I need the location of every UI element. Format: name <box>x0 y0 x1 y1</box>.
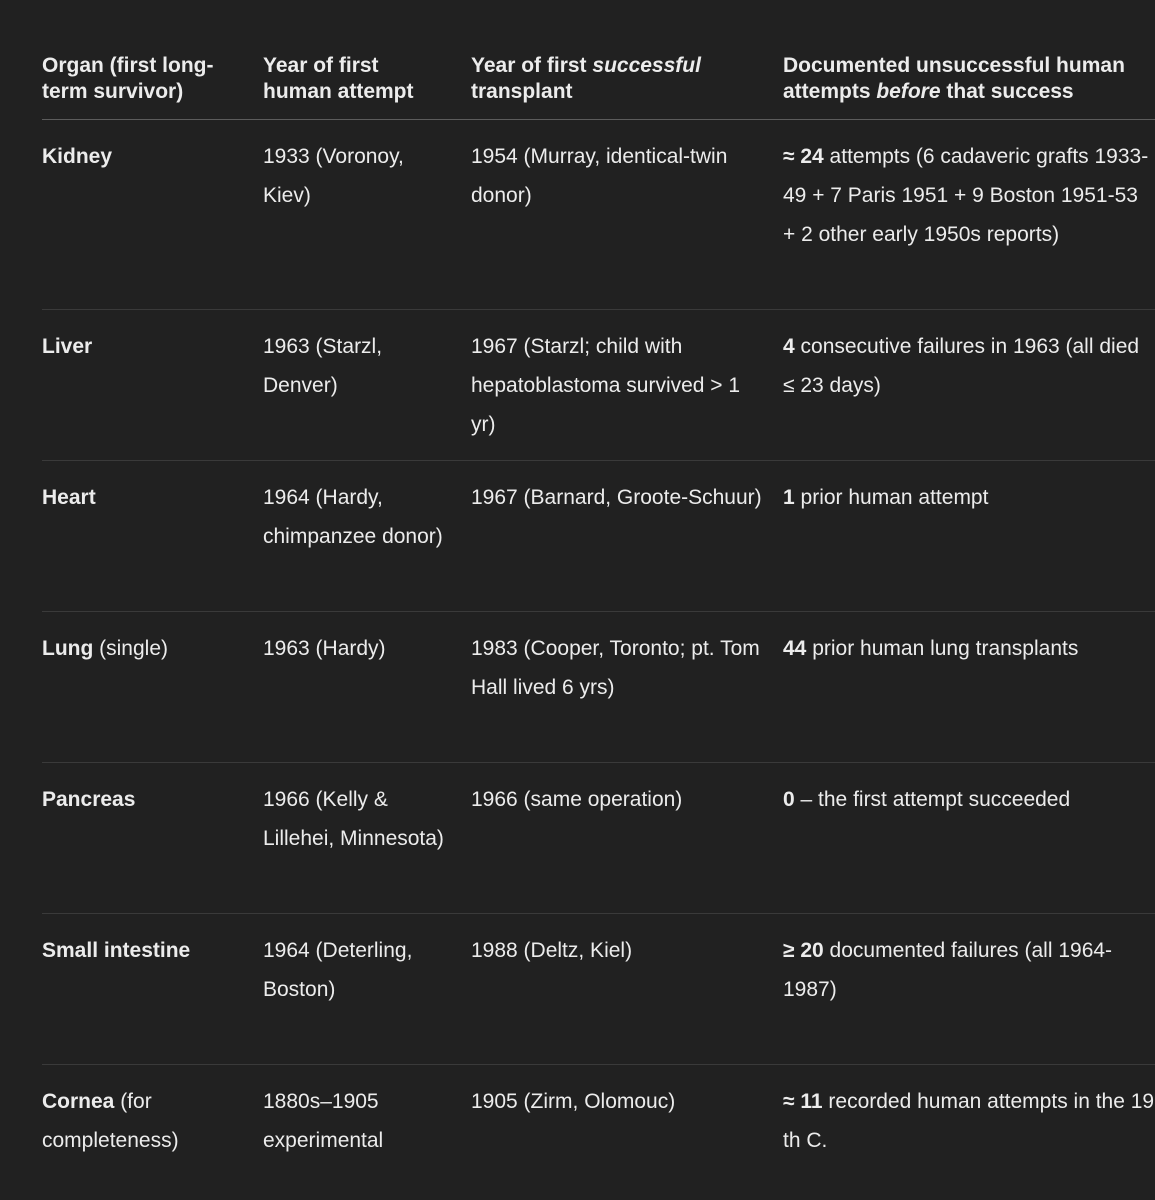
failures-text: – the first attempt succeeded <box>794 788 1071 811</box>
failures-cell <box>783 137 1155 309</box>
failures-count: 4 <box>783 335 795 358</box>
table-header <box>42 0 1155 120</box>
table-row <box>42 914 1155 1065</box>
header-first-success <box>471 53 783 105</box>
organ-cell <box>42 1082 263 1200</box>
header-organ-label: Organ (first long-term survivor) <box>42 54 214 103</box>
first-success-cell: 1983 (Cooper, Toronto; pt. Tom Hall lived 6 yrs) <box>471 637 760 699</box>
organ-name: Pancreas <box>42 788 136 811</box>
failures-cell <box>783 327 1155 460</box>
organ-cell <box>42 931 263 1064</box>
first-success-cell: 1967 (Starzl; child with hepatoblastoma survived > 1 yr) <box>471 335 741 436</box>
table-row <box>42 461 1155 612</box>
failures-text: prior human attempt <box>794 486 989 509</box>
failures-cell <box>783 780 1155 913</box>
organ-name: Lung <box>42 637 94 660</box>
failures-count: ≈ 24 <box>783 145 824 168</box>
failures-count: 0 <box>783 788 795 811</box>
table-row <box>42 310 1155 461</box>
header-failures-pre: Documented unsuccessful human attempts <box>783 54 1125 103</box>
organ-cell <box>42 629 263 762</box>
header-organ <box>42 53 263 105</box>
first-attempt-cell: 1964 (Deterling, Boston) <box>263 939 413 1001</box>
organ-cell <box>42 478 263 611</box>
failures-count: 44 <box>783 637 807 660</box>
header-first-success-em: successful <box>592 54 701 77</box>
table-row <box>42 1065 1155 1200</box>
organ-name: Cornea <box>42 1090 115 1113</box>
first-attempt-cell: 1964 (Hardy, chimpanzee donor) <box>263 486 443 548</box>
header-first-success-post: transplant <box>471 80 573 103</box>
header-first-attempt <box>263 53 471 105</box>
failures-cell <box>783 629 1155 762</box>
failures-count: 1 <box>783 486 795 509</box>
failures-text: recorded human attempts in the 19 th C. <box>783 1090 1155 1152</box>
failures-text: attempts (6 cadaveric grafts 1933-49 + 7 Paris 1951 + 9 Boston 1951-53 + 2 other early 1950s reports) <box>783 145 1149 246</box>
failures-text: prior human lung transplants <box>806 637 1079 660</box>
failures-count: ≈ 11 <box>783 1090 823 1113</box>
header-first-attempt-label: Year of first human attempt <box>263 54 414 103</box>
failures-cell <box>783 931 1155 1064</box>
first-success-cell: 1954 (Murray, identical-twin donor) <box>471 145 728 207</box>
first-attempt-cell: 1963 (Starzl, Denver) <box>263 335 383 397</box>
table-row <box>42 120 1155 310</box>
first-attempt-cell: 1933 (Voronoy, Kiev) <box>263 145 404 207</box>
table-row <box>42 763 1155 914</box>
failures-cell <box>783 1082 1155 1200</box>
organ-note: (for completeness) <box>42 1090 179 1152</box>
header-failures <box>783 53 1155 105</box>
table-row <box>42 612 1155 763</box>
first-attempt-cell: 1966 (Kelly & Lillehei, Minnesota) <box>263 788 444 850</box>
first-attempt-cell: 1963 (Hardy) <box>263 637 386 660</box>
failures-text: documented failures (all 1964-1987) <box>783 939 1113 1001</box>
organ-cell <box>42 327 263 460</box>
first-attempt-cell: 1880s–1905 experimental <box>263 1090 384 1152</box>
organ-note: (single) <box>93 637 169 660</box>
first-success-cell: 1988 (Deltz, Kiel) <box>471 939 633 962</box>
header-first-success-pre: Year of first <box>471 54 593 77</box>
first-success-cell: 1966 (same operation) <box>471 788 683 811</box>
header-failures-post: that success <box>940 80 1074 103</box>
first-success-cell: 1967 (Barnard, Groote-Schuur) <box>471 486 762 509</box>
transplant-history-table <box>42 0 1155 1200</box>
failures-text: consecutive failures in 1963 (all died ≤ 23 days) <box>783 335 1140 397</box>
organ-cell <box>42 780 263 913</box>
first-success-cell: 1905 (Zirm, Olomouc) <box>471 1090 676 1113</box>
failures-count: ≥ 20 <box>783 939 824 962</box>
organ-name: Heart <box>42 486 96 509</box>
organ-cell <box>42 137 263 309</box>
failures-cell <box>783 478 1155 611</box>
header-failures-em: before <box>876 80 941 103</box>
organ-name: Liver <box>42 335 93 358</box>
organ-name: Small intestine <box>42 939 191 962</box>
organ-name: Kidney <box>42 145 113 168</box>
